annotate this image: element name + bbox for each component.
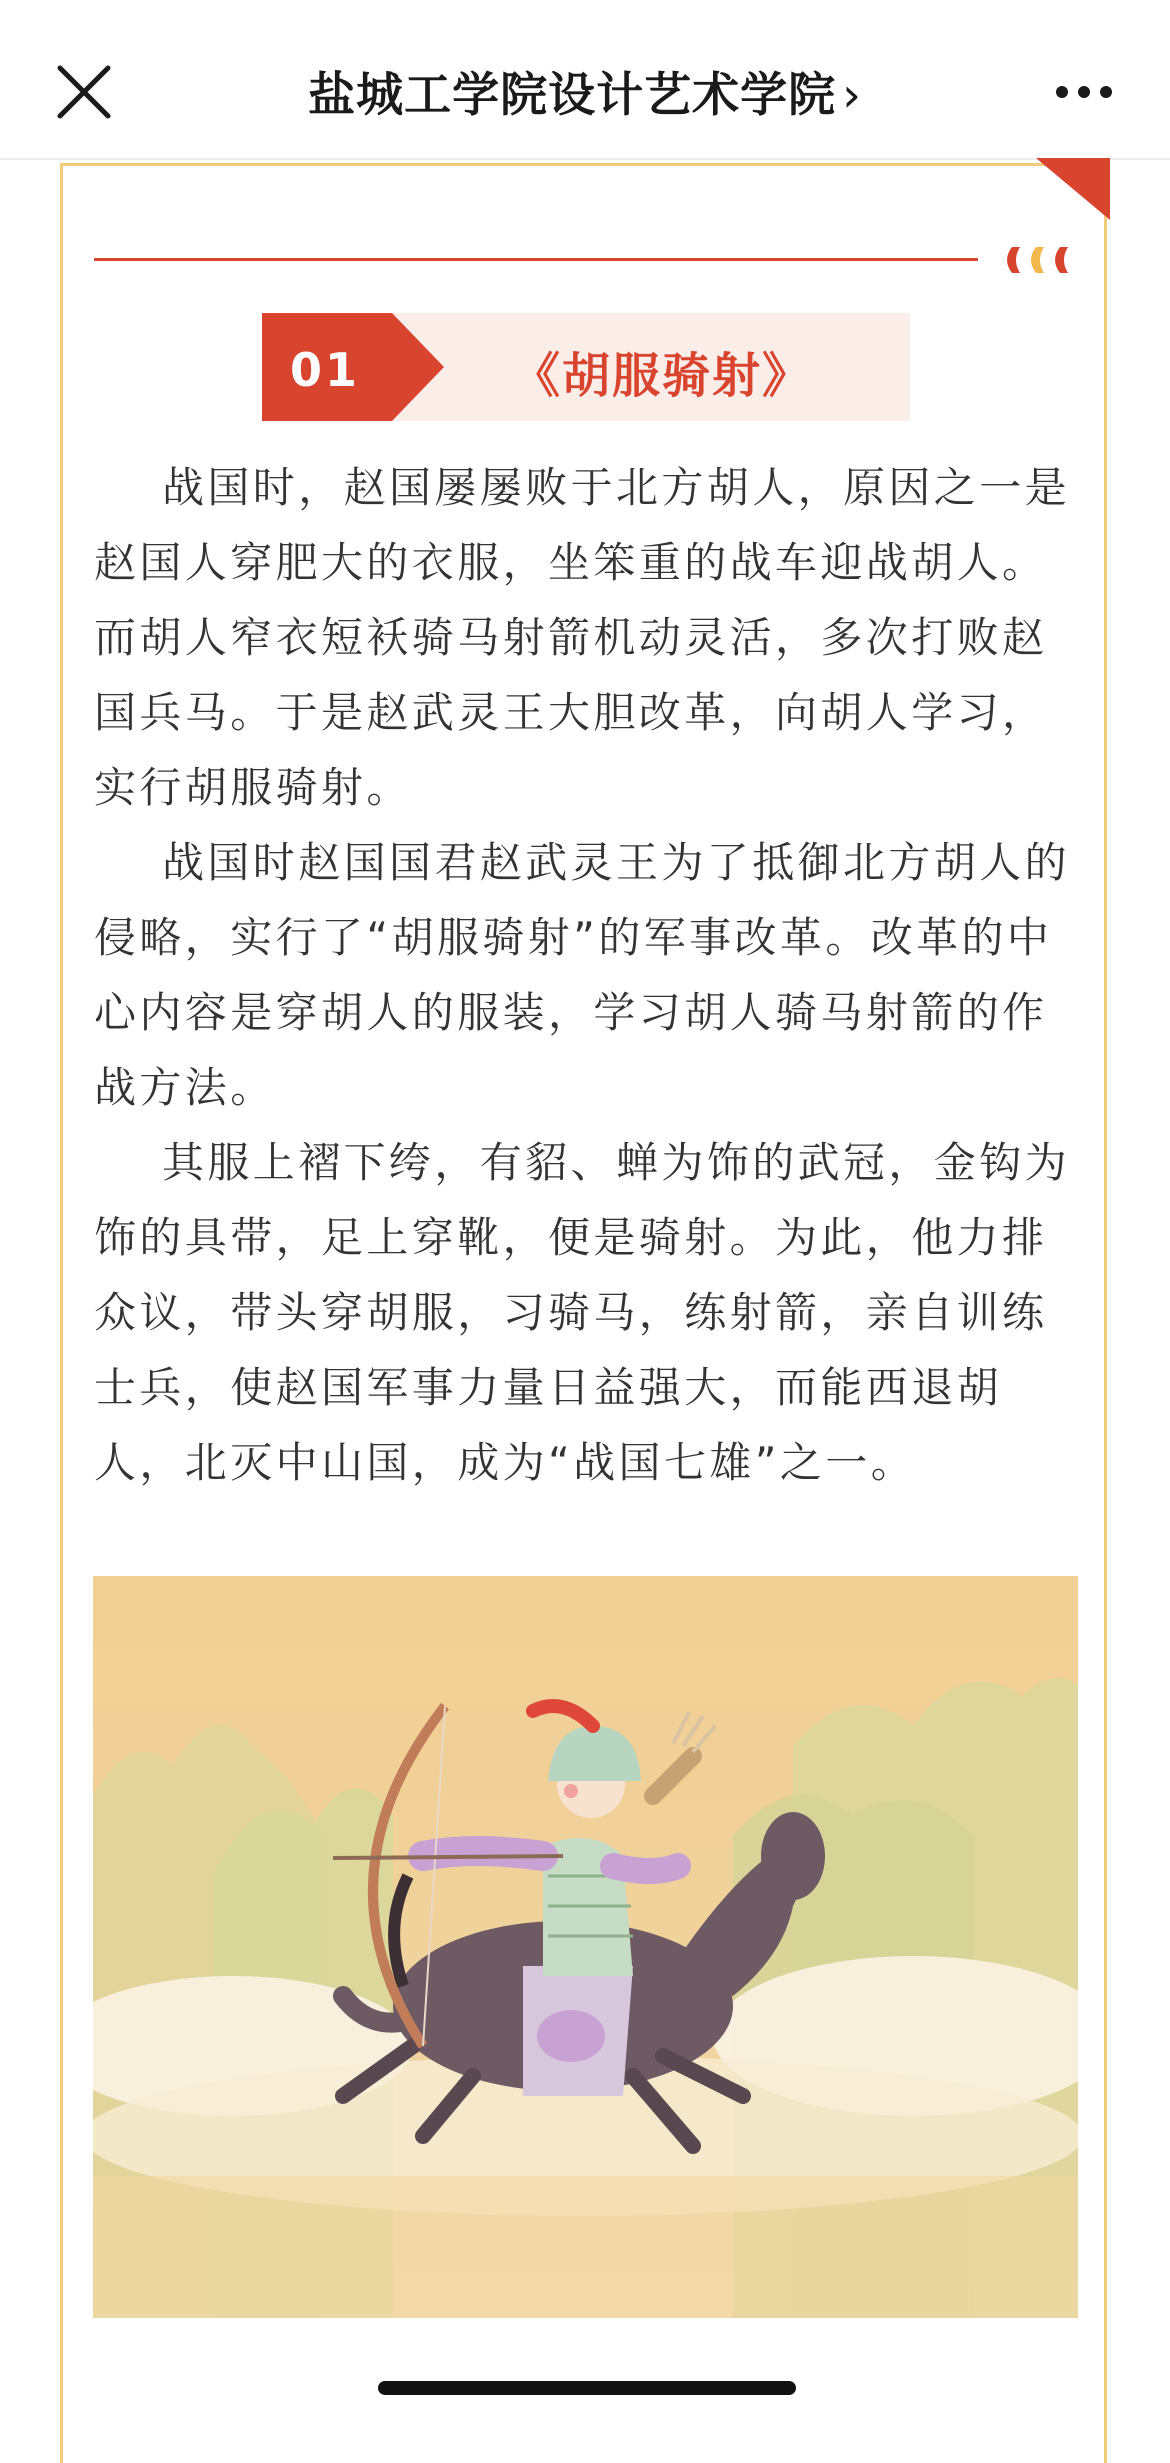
paragraph: 战国时，赵国屡屡败于北方胡人，原因之一是赵国人穿肥大的衣服，坐笨重的战车迎战胡人。而胡人窄衣短袄骑马射箭机动灵活，多次打败赵国兵马。于是赵武灵王大胆改革，向胡人学习，实行胡服骑射。 [94,463,1071,812]
horse-archer-illustration [93,1576,1078,2318]
flag-decoration-icon [1000,245,1080,275]
section-heading [262,313,910,421]
section-number: 01 [290,343,361,397]
account-title-link[interactable] [0,58,1170,125]
top-navigation-bar [0,0,1170,160]
paragraph: 其服上褶下绔，有貂、蝉为饰的武冠，金钩为饰的具带，足上穿靴，便是骑射。为此，他力排众议，带头穿胡服，习骑马，练射箭，亲自训练士兵，使赵国军事力量日益强大，而能西退胡人，北灭中山国，成为“战国七雄”之一。 [94,1138,1071,1487]
header-rule-line [94,258,978,261]
paragraph: 战国时赵国国君赵武灵王为了抵御北方胡人的侵略，实行了“胡服骑射”的军事改革。改革的中心内容是穿胡人的服装，学习胡人骑马射箭的作战方法。 [94,838,1071,1112]
more-icon[interactable] [1054,84,1114,100]
chevron-right-icon: › [842,68,862,123]
account-title: 盐城工学院设计艺术学院 [308,68,837,123]
home-indicator [378,2381,796,2395]
section-title: 《胡服骑射》 [512,348,813,404]
corner-ribbon-decoration [1036,158,1110,220]
article-body [94,450,1074,1500]
